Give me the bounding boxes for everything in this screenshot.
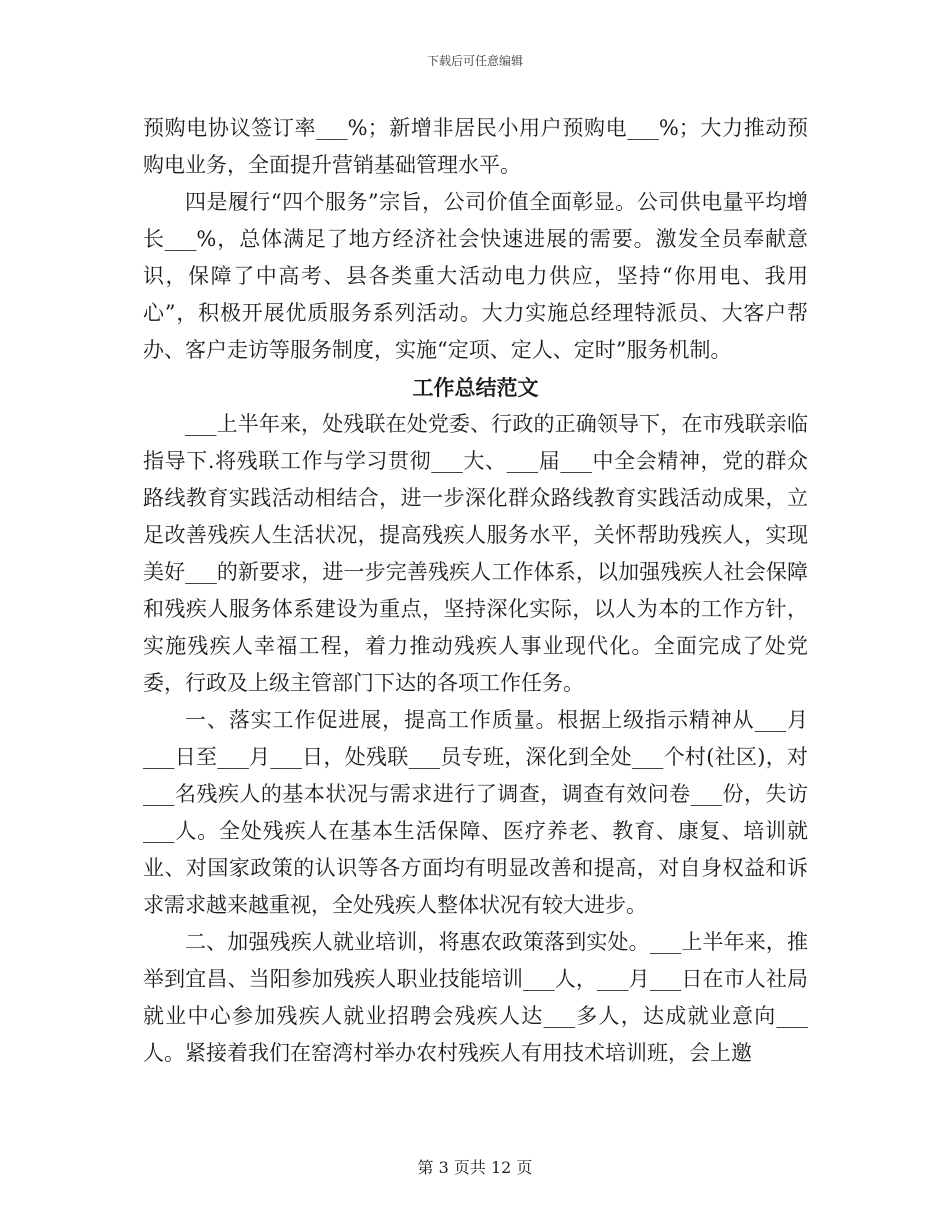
document-title: 工作总结范文 <box>412 375 539 400</box>
document-body <box>143 110 808 1072</box>
paragraph-one: 一、落实工作促进展，提高工作质量。根据上级指示精神从___月___日至___月___日，处残联___员专班，深化到全处___个村(社区)，对___名残疾人的基本状况与需求进行了调查，调查有效问卷___份，失访___人。全处残疾人在基本生活保障、医疗养老、教育、康复、培训就业、对国家政策的认识等各方面均有明显改善和提高，对自身权益和诉求需求越来越重视，全处残疾人整体状况有较大进步。 <box>143 708 808 917</box>
header-note: 下载后可任意编辑 <box>426 54 523 68</box>
paragraph-intro: ___上半年来，处残联在处党委、行政的正确领导下，在市残联亲临指导下.将残联工作与学习贯彻___大、___届___中全会精神，党的群众路线教育实践活动相结合，进一步深化群众路线教育实践活动成果，立足改善残疾人生活状况，提高残疾人服务水平，关怀帮助残疾人，实现美好___的新要求，进一步完善残疾人工作体系，以加强残疾人社会保障和残疾人服务体系建设为重点，坚持深化实际，以人为本的工作方针，实施残疾人幸福工程，着力推动残疾人事业现代化。全面完成了处党委，行政及上级主管部门下达的各项工作任务。 <box>143 412 808 695</box>
paragraph-four: 四是履行“四个服务”宗旨，公司价值全面彰显。公司供电量平均增长___%，总体满足了地方经济社会快速进展的需要。激发全员奉献意识，保障了中高考、县各类重大活动电力供应，坚持“你用电、我用心”，积极开展优质服务系列活动。大力实施总经理特派员、大客户帮办、客户走访等服务制度，实施“定项、定人、定时”服务机制。 <box>143 190 808 362</box>
paragraph-continued: 预购电协议签订率___%；新增非居民小用户预购电___%；大力推动预购电业务，全面提升营销基础管理水平。 <box>143 116 808 177</box>
paragraph-two: 二、加强残疾人就业培训，将惠农政策落到实处。___上半年来，推举到宜昌、当阳参加残疾人职业技能培训___人，___月___日在市人社局就业中心参加残疾人就业招聘会残疾人达___多人，达成就业意向___人。紧接着我们在窑湾村举办农村残疾人有用技术培训班，会上邀 <box>143 930 808 1065</box>
page-number: 第 3 页共 12 页 <box>417 1158 533 1177</box>
